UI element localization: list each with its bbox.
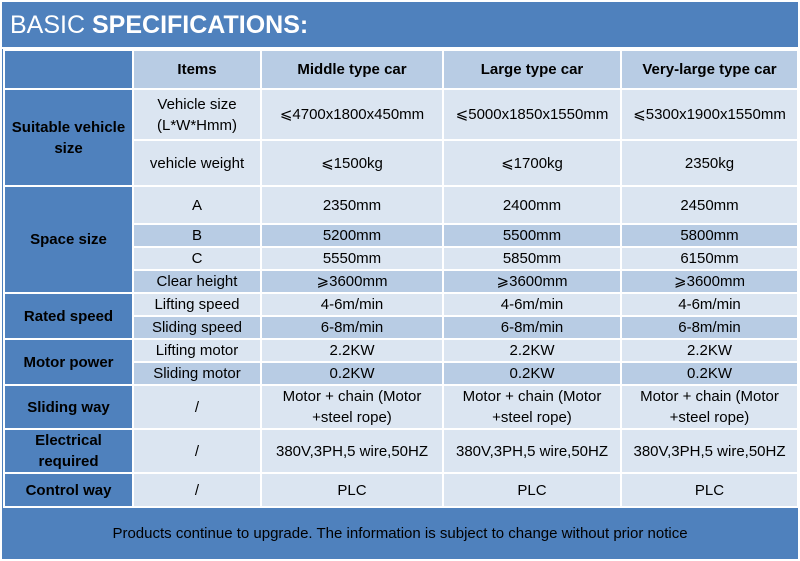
value-cell: ⩽4700x1800x450mm — [261, 89, 443, 140]
item-vehicle-weight: vehicle weight — [133, 140, 261, 186]
value-cell: 6-8m/min — [443, 316, 621, 339]
header-very-large-type-car: Very-large type car — [621, 50, 798, 89]
header-middle-type-car: Middle type car — [261, 50, 443, 89]
item-sliding-way: / — [133, 385, 261, 429]
value-cell: Motor + chain (Motor +steel rope) — [261, 385, 443, 429]
value-cell: 0.2KW — [261, 362, 443, 385]
item-control-way: / — [133, 473, 261, 507]
item-b: B — [133, 224, 261, 247]
value-cell: 2350mm — [261, 186, 443, 224]
value-cell: 380V,3PH,5 wire,50HZ — [443, 429, 621, 473]
value-cell: ⩽1500kg — [261, 140, 443, 186]
group-label-rated-speed: Rated speed — [4, 293, 133, 339]
item-electrical: / — [133, 429, 261, 473]
value-cell: 5850mm — [443, 247, 621, 270]
value-cell: 0.2KW — [443, 362, 621, 385]
value-cell: 5800mm — [621, 224, 798, 247]
group-label-space-size: Space size — [4, 186, 133, 293]
value-cell: 4-6m/min — [261, 293, 443, 316]
value-cell: ⩽1700kg — [443, 140, 621, 186]
item-lifting-speed: Lifting speed — [133, 293, 261, 316]
item-vehicle-size: Vehicle size (L*W*Hmm) — [133, 89, 261, 140]
value-cell: 6-8m/min — [621, 316, 798, 339]
header-large-type-car: Large type car — [443, 50, 621, 89]
specifications-table — [3, 49, 799, 508]
group-label-electrical-required: Electrical required — [4, 429, 133, 473]
value-cell: ⩽5000x1850x1550mm — [443, 89, 621, 140]
value-cell: ⩽5300x1900x1550mm — [621, 89, 798, 140]
value-cell: 2400mm — [443, 186, 621, 224]
header-items: Items — [133, 50, 261, 89]
group-label-suitable-vehicle-size: Suitable vehicle size — [4, 89, 133, 186]
value-cell: 380V,3PH,5 wire,50HZ — [621, 429, 798, 473]
value-cell: 0.2KW — [621, 362, 798, 385]
value-cell: 2450mm — [621, 186, 798, 224]
value-cell: 4-6m/min — [443, 293, 621, 316]
value-cell: 2.2KW — [443, 339, 621, 362]
value-cell: 6-8m/min — [261, 316, 443, 339]
value-cell: 5200mm — [261, 224, 443, 247]
value-cell: ⩾3600mm — [443, 270, 621, 293]
value-cell: PLC — [261, 473, 443, 507]
title-part-specifications: SPECIFICATIONS: — [91, 11, 309, 39]
page-title — [2, 2, 798, 48]
value-cell: ⩾3600mm — [621, 270, 798, 293]
value-cell: 4-6m/min — [621, 293, 798, 316]
value-cell: 2.2KW — [621, 339, 798, 362]
value-cell: ⩾3600mm — [261, 270, 443, 293]
item-a: A — [133, 186, 261, 224]
value-cell: Motor + chain (Motor +steel rope) — [443, 385, 621, 429]
item-clear-height: Clear height — [133, 270, 261, 293]
group-label-control-way: Control way — [4, 473, 133, 507]
group-label-motor-power: Motor power — [4, 339, 133, 385]
footer-notice: Products continue to upgrade. The information is subject to change without prior notice — [2, 508, 798, 559]
value-cell: 5550mm — [261, 247, 443, 270]
value-cell: 380V,3PH,5 wire,50HZ — [261, 429, 443, 473]
value-cell: 2350kg — [621, 140, 798, 186]
group-label-sliding-way: Sliding way — [4, 385, 133, 429]
value-cell: PLC — [621, 473, 798, 507]
value-cell: 2.2KW — [261, 339, 443, 362]
value-cell: 6150mm — [621, 247, 798, 270]
title-part-basic: BASIC — [10, 11, 92, 39]
value-cell: 5500mm — [443, 224, 621, 247]
item-lifting-motor: Lifting motor — [133, 339, 261, 362]
item-c: C — [133, 247, 261, 270]
value-cell: Motor + chain (Motor +steel rope) — [621, 385, 798, 429]
value-cell: PLC — [443, 473, 621, 507]
item-sliding-motor: Sliding motor — [133, 362, 261, 385]
header-blank-cell — [4, 50, 133, 89]
item-sliding-speed: Sliding speed — [133, 316, 261, 339]
